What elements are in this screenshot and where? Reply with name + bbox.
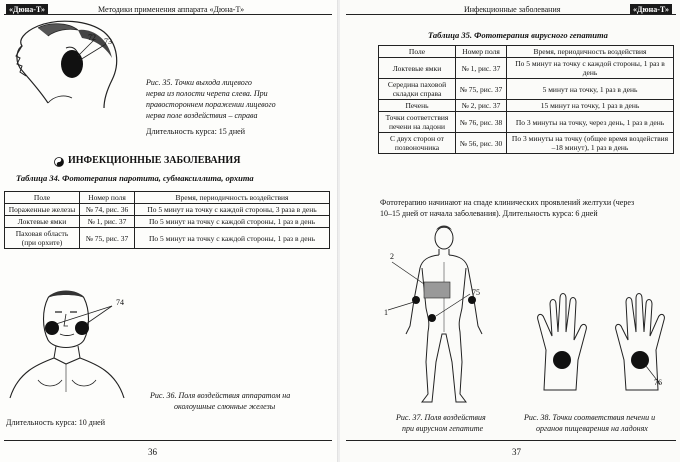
- point-76-left: [553, 351, 571, 369]
- table34-cell: Пораженные железы: [5, 204, 80, 216]
- table34-cell: № 75, рис. 37: [80, 228, 135, 249]
- table35-cell: Локтевые ямки: [379, 58, 456, 79]
- header-badge: «Дюна-Т»: [630, 4, 672, 15]
- table-row: [379, 112, 674, 133]
- header-rule: [346, 14, 676, 15]
- table35-cell: По 3 минуты на точку (общее время воздействия –18 минут), 1 раз в день: [507, 133, 674, 154]
- section-title: ИНФЕКЦИОННЫЕ ЗАБОЛЕВАНИЯ: [68, 155, 241, 166]
- table35-title: Таблица 35. Фототерапия вирусного гепатита: [428, 30, 608, 40]
- table34: [4, 191, 330, 249]
- table-row: [379, 133, 674, 154]
- fig35-caption-line1: Рис. 35. Точки выхода лицевого: [146, 78, 252, 87]
- point-74-left: [45, 321, 59, 335]
- table34-cell: По 5 минут на точку с каждой стороны, 3 раза в день: [135, 204, 330, 216]
- table35-cell: Точки соответствия печени на ладони: [379, 112, 456, 133]
- table34-header-time: Время, периодичность воздействия: [135, 192, 330, 204]
- page-number: 37: [512, 447, 521, 457]
- page-36: [0, 0, 338, 462]
- fig35-head-illustration: [8, 18, 138, 108]
- fig38-caption-line1: Рис. 38. Точки соответствия печени и: [524, 413, 656, 422]
- table35-header-row: [379, 46, 674, 58]
- fig35-label-72: 72: [88, 33, 96, 42]
- fig36-duration: Длительность курса: 10 дней: [6, 418, 105, 427]
- footer-rule: [4, 440, 332, 441]
- table34-cell: № 74, рис. 36: [80, 204, 135, 216]
- fig38-label-76: 76: [654, 378, 662, 387]
- table35-header-time: Время, периодичность воздействия: [507, 46, 674, 58]
- table34-title: [16, 173, 254, 183]
- table34-cell: № 1, рис. 37: [80, 216, 135, 228]
- fig35-caption-line2: нерва из полости черепа слева. При: [146, 89, 268, 98]
- fig37-caption-line2: при вирусном гепатите: [402, 424, 484, 433]
- fig35-duration: Длительность курса: 15 дней: [146, 127, 245, 136]
- table-row: [5, 216, 330, 228]
- fig38-caption-line2: органов пищеварения на ладонях: [536, 424, 648, 433]
- header-title: Инфекционные заболевания: [464, 5, 561, 14]
- fig37-label-1: 1: [384, 308, 388, 317]
- table34-cell: Локтевые ямки: [5, 216, 80, 228]
- header-badge: «Дюна-Т»: [6, 4, 48, 15]
- table35-cell: Середина паховой складки справа: [379, 79, 456, 100]
- fig37-caption-line1: Рис. 37. Поля воздействия: [396, 413, 486, 422]
- table-row: [379, 100, 674, 112]
- table35-cell: Печень: [379, 100, 456, 112]
- table35-cell: По 5 минут на точку с каждой стороны, 1 раз в день: [507, 58, 674, 79]
- table35-cell: № 2, рис. 37: [456, 100, 507, 112]
- table35-header-field: Поле: [379, 46, 456, 58]
- fig35-caption-line3: правостороннем поражении лицевого: [146, 100, 276, 109]
- table35-cell: № 1, рис. 37: [456, 58, 507, 79]
- table35-cell: С двух сторон от позвоночника: [379, 133, 456, 154]
- page-number: 36: [148, 447, 157, 457]
- header-rule: [4, 14, 332, 15]
- fig37-body-illustration: [384, 222, 504, 407]
- table-row: [5, 204, 330, 216]
- table35-header-number: Номер поля: [456, 46, 507, 58]
- fig38-palms-illustration: [536, 290, 666, 390]
- table-row: [379, 79, 674, 100]
- table34-header-row: [5, 192, 330, 204]
- table35: [378, 45, 674, 154]
- table35-cell: 5 минут на точку, 1 раз в день: [507, 79, 674, 100]
- fig37-label-75: 75: [472, 288, 480, 297]
- point-75: [428, 314, 436, 322]
- note-line1: Фототерапию начинают на спаде клинических проявлений желтухи (через: [380, 198, 635, 207]
- table-row: [5, 228, 330, 249]
- fig36-label-74: 74: [116, 298, 124, 307]
- table34-title-text: Таблица 34. Фототерапия паротита, субмаксиллита, орхита: [16, 173, 254, 183]
- table34-cell: Паховая область (при орхите): [5, 228, 80, 249]
- table35-cell: № 76, рис. 38: [456, 112, 507, 133]
- table35-cell: 15 минут на точку, 1 раз в день: [507, 100, 674, 112]
- fig37-label-2: 2: [390, 252, 394, 261]
- table34-cell: По 5 минут на точку с каждой стороны, 1 раз в день: [135, 228, 330, 249]
- point-2-liver: [424, 282, 450, 298]
- table-row: [379, 58, 674, 79]
- note-line2: 10–15 дней от начала заболевания). Длительность курса: 6 дней: [380, 209, 598, 218]
- table35-cell: По 3 минуты на точку, через день, 1 раз в день: [507, 112, 674, 133]
- footer-rule: [346, 440, 676, 441]
- header-title: Методики применения аппарата «Дюна-Т»: [98, 5, 245, 14]
- point-1-left: [412, 296, 420, 304]
- table34-header-number: Номер поля: [80, 192, 135, 204]
- table35-cell: № 75, рис. 37: [456, 79, 507, 100]
- table34-header-field: Поле: [5, 192, 80, 204]
- yin-yang-icon: [54, 157, 64, 167]
- fig35-caption-line4: нерва поле воздействия – справа: [146, 111, 258, 120]
- fig36-caption-line1: Рис. 36. Поля воздействия аппаратом на: [150, 391, 291, 400]
- table34-cell: По 5 минут на точку с каждой стороны, 1 раз в день: [135, 216, 330, 228]
- page-37: [340, 0, 680, 462]
- fig36-caption-line2: околоушные слюнные железы: [174, 402, 276, 411]
- fig35-label-73: 73: [104, 37, 112, 46]
- table35-cell: № 56, рис. 30: [456, 133, 507, 154]
